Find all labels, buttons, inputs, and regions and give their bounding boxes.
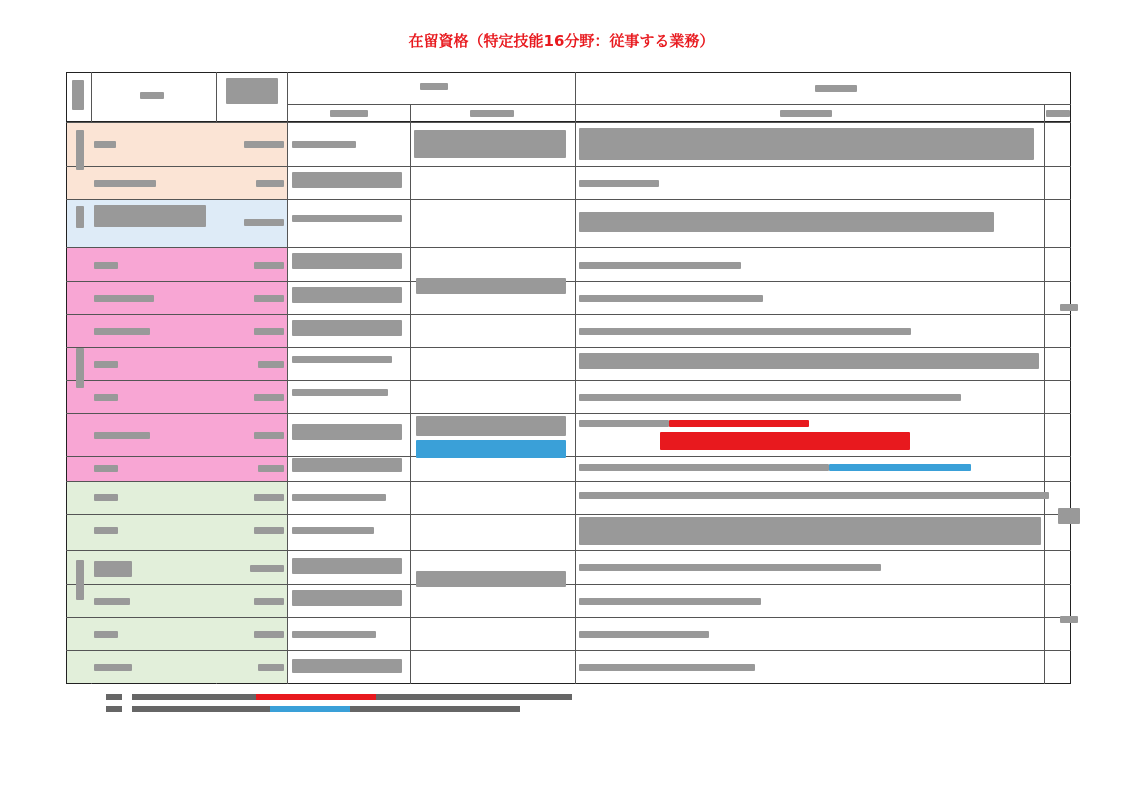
cell-text-block [579,598,761,605]
page-title: 在留資格（特定技能16分野：従事する業務） [408,32,715,50]
cell-text-block [292,172,402,188]
footnote-text [132,694,256,700]
cell-text-block [94,598,130,605]
cell-text-block [579,464,829,471]
footnote-text [132,706,270,712]
cell-text-block [94,262,118,269]
cell-text-block [258,664,284,671]
footnote-highlight [270,706,350,712]
cell-text-block [292,320,402,336]
row-divider [66,314,1071,315]
cell-text-block [254,598,284,605]
cell-text-block [1060,616,1078,623]
ministry-band [67,481,287,683]
footnote-marker [106,706,122,712]
cell-text-block [292,659,402,673]
cell-text-block [244,219,284,226]
cell-text-block [292,141,356,148]
cell-text-block [579,517,1041,545]
cell-text-block [292,253,402,269]
cell-text-block [416,571,566,587]
cell-text-block [254,631,284,638]
cell-text-block [76,130,84,170]
cell-text-block [780,110,832,117]
header-divider [287,104,1071,105]
cell-text-block [579,180,659,187]
cell-text-block [579,212,994,232]
cell-text-block [94,180,156,187]
cell-text-block [254,394,284,401]
row-divider [66,247,1071,248]
footnote-text [376,694,572,700]
cell-text-block [94,664,132,671]
cell-text-block [254,262,284,269]
cell-text-block [815,85,857,92]
cell-text-block [94,141,116,148]
column-divider [1044,104,1045,684]
cell-text-block [292,424,402,440]
cell-text-block [94,561,132,577]
cell-text-block [579,492,1049,499]
cell-text-block [292,527,374,534]
cell-text-block [579,420,669,427]
row-divider [66,550,1071,551]
cell-text-block [94,295,154,302]
cell-text-block [94,361,118,368]
cell-text-block [660,432,910,450]
cell-text-block [292,389,388,396]
cell-text-block [579,564,881,571]
row-divider [66,347,1071,348]
cell-text-block [256,180,284,187]
cell-text-block [579,664,755,671]
cell-text-block [76,348,84,388]
cell-text-block [292,356,392,363]
column-divider [575,72,576,684]
cell-text-block [292,494,386,501]
cell-text-block [76,206,84,228]
cell-text-block [292,631,376,638]
cell-text-block [416,278,566,294]
cell-text-block [292,287,402,303]
cell-text-block [1046,110,1070,117]
row-divider [66,650,1071,651]
row-divider [66,380,1071,381]
row-divider [66,456,1071,457]
cell-text-block [579,394,961,401]
cell-text-block [94,432,150,439]
cell-text-block [76,560,84,600]
cell-text-block [292,215,402,222]
cell-text-block [579,328,911,335]
cell-text-block [330,110,368,117]
cell-text-block [579,353,1039,369]
cell-text-block [250,565,284,572]
cell-text-block [244,141,284,148]
row-divider [66,166,1071,167]
cell-text-block [829,464,971,471]
cell-text-block [258,465,284,472]
cell-text-block [94,527,118,534]
footnote-text [350,706,520,712]
cell-text-block [579,128,1034,160]
cell-text-block [258,361,284,368]
cell-text-block [254,494,284,501]
cell-text-block [420,83,448,90]
row-divider [66,481,1071,482]
cell-text-block [140,92,164,99]
cell-text-block [254,295,284,302]
cell-text-block [416,416,566,436]
cell-text-block [470,110,514,117]
row-divider [66,617,1071,618]
row-divider [66,199,1071,200]
cell-text-block [669,420,809,427]
cell-text-block [416,440,566,458]
footnote-marker [106,694,122,700]
footnote-highlight [256,694,376,700]
row-divider [66,413,1071,414]
cell-text-block [254,432,284,439]
cell-text-block [94,328,150,335]
cell-text-block [579,631,709,638]
cell-text-block [414,130,566,158]
cell-text-block [94,394,118,401]
cell-text-block [292,558,402,574]
cell-text-block [1060,304,1078,311]
cell-text-block [579,262,741,269]
cell-text-block [94,494,118,501]
cell-text-block [292,590,402,606]
row-divider [66,281,1071,282]
ministry-band [67,123,287,199]
cell-text-block [226,78,278,104]
row-divider [66,514,1071,515]
column-divider [287,72,288,684]
cell-text-block [94,205,206,227]
row-divider [66,584,1071,585]
cell-text-block [579,295,763,302]
cell-text-block [94,631,118,638]
cell-text-block [72,80,84,110]
cell-text-block [254,527,284,534]
cell-text-block [292,458,402,472]
cell-text-block [94,465,118,472]
cell-text-block [254,328,284,335]
cell-text-block [1058,508,1080,524]
column-divider [410,104,411,684]
